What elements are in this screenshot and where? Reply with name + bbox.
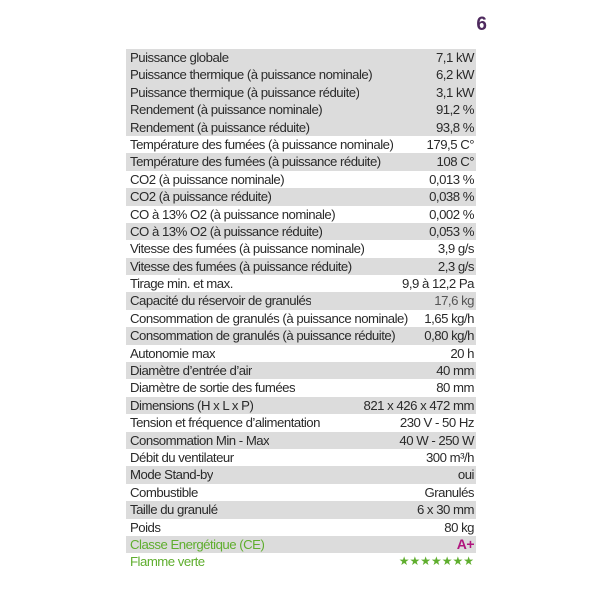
spec-value: 9,9 à 12,2 Pa	[402, 276, 474, 292]
spec-row-puissance-thermique-nominale	[126, 66, 476, 83]
energy-class-label: Classe Energétique (CE)	[130, 536, 265, 552]
spec-value: 179,5 C°	[426, 136, 474, 152]
spec-row-consommation-granules-nominale	[126, 310, 476, 327]
spec-label: Consommation Min - Max	[130, 432, 270, 448]
spec-label: Autonomie max	[130, 345, 216, 361]
spec-label: Tension et fréquence d’alimentation	[130, 415, 320, 431]
spec-label: Rendement (à puissance nominale)	[130, 102, 323, 118]
spec-row-flamme-verte	[126, 553, 476, 570]
spec-row-co-nominale	[126, 206, 476, 223]
spec-row-rendement-nominale	[126, 101, 476, 118]
spec-label: Dimensions (H x L x P)	[130, 397, 254, 413]
spec-row-classe-energetique	[126, 536, 476, 553]
spec-value: 6 x 30 mm	[416, 502, 474, 518]
spec-row-consommation-min-max	[126, 432, 476, 449]
green-flame-label: Flamme verte	[130, 554, 205, 570]
spec-label: Consommation de granulés (à puissance réduite)	[130, 328, 396, 344]
spec-label: Poids	[130, 519, 161, 535]
spec-value: 40 W - 250 W	[399, 432, 474, 448]
spec-value: 0,053 %	[429, 223, 474, 239]
spec-row-co2-nominale	[126, 171, 476, 188]
spec-value: 2,3 g/s	[437, 258, 474, 274]
spec-label: CO à 13% O2 (à puissance réduite)	[130, 223, 323, 239]
spec-value: 108 C°	[436, 154, 474, 170]
spec-label: CO2 (à puissance réduite)	[130, 189, 272, 205]
spec-value: 7,1 kW	[435, 50, 474, 65]
spec-row-temperature-fumees-reduite	[126, 153, 476, 170]
spec-value: 1,65 kg/h	[424, 310, 474, 326]
spec-row-diametre-entree-air	[126, 362, 476, 379]
spec-value: 40 mm	[436, 363, 474, 379]
spec-value: Granulés	[424, 484, 474, 500]
spec-label: Température des fumées (à puissance nominale)	[130, 136, 394, 152]
spec-value: 80 mm	[436, 380, 474, 396]
spec-label: Mode Stand-by	[130, 467, 213, 483]
spec-value: oui	[457, 467, 474, 483]
spec-label: CO à 13% O2 (à puissance nominale)	[130, 206, 336, 222]
spec-label: Débit du ventilateur	[130, 449, 234, 465]
spec-row-consommation-granules-reduite	[126, 327, 476, 344]
energy-class-value: A+	[456, 535, 474, 552]
spec-row-co2-reduite	[126, 188, 476, 205]
spec-label: Combustible	[130, 484, 198, 500]
spec-row-tirage	[126, 275, 476, 292]
spec-value: 300 m³/h	[425, 449, 474, 465]
spec-value: 17,6 kg	[434, 293, 474, 309]
spec-row-taille-granule	[126, 501, 476, 518]
spec-value: 3,9 g/s	[437, 241, 474, 257]
spec-value: 93,8 %	[435, 119, 474, 135]
specification-table	[126, 49, 476, 571]
spec-row-vitesse-fumees-reduite	[126, 258, 476, 275]
spec-label: Tirage min. et max.	[130, 276, 233, 292]
spec-row-tension-frequence	[126, 414, 476, 431]
spec-label: Puissance globale	[130, 50, 229, 65]
spec-row-diametre-sortie-fumees	[126, 379, 476, 396]
spec-row-mode-stand-by	[126, 466, 476, 483]
spec-row-vitesse-fumees-nominale	[126, 240, 476, 257]
spec-row-puissance-thermique-reduite	[126, 84, 476, 101]
spec-label: Rendement (à puissance réduite)	[130, 119, 310, 135]
spec-label: Vitesse des fumées (à puissance réduite)	[130, 258, 352, 274]
spec-label: Puissance thermique (à puissance nominale)	[130, 67, 373, 83]
spec-value: 0,002 %	[429, 206, 474, 222]
spec-value: 0,013 %	[429, 171, 474, 187]
spec-label: Taille du granulé	[130, 502, 218, 518]
spec-row-combustible	[126, 484, 476, 501]
spec-value: 20 h	[450, 345, 474, 361]
spec-value: 91,2 %	[435, 102, 474, 118]
spec-value: 0,80 kg/h	[424, 328, 474, 344]
spec-label: Diamètre de sortie des fumées	[130, 380, 296, 396]
spec-row-debit-ventilateur	[126, 449, 476, 466]
spec-label: Capacité du réservoir de granulés	[130, 293, 312, 309]
spec-label: CO2 (à puissance nominale)	[130, 171, 285, 187]
spec-value: 0,038 %	[429, 189, 474, 205]
spec-value: 3,1 kW	[435, 84, 474, 100]
spec-value: 821 x 426 x 472 mm	[363, 397, 474, 413]
spec-row-temperature-fumees-nominale	[126, 136, 476, 153]
spec-value: 80 kg	[444, 519, 474, 535]
spec-row-dimensions	[126, 397, 476, 414]
spec-row-poids	[126, 519, 476, 536]
spec-row-puissance-globale	[126, 49, 476, 66]
spec-label: Puissance thermique (à puissance réduite)	[130, 84, 360, 100]
spec-label: Température des fumées (à puissance réduite)	[130, 154, 381, 170]
spec-row-co-reduite	[126, 223, 476, 240]
spec-label: Diamètre d’entrée d’air	[130, 363, 252, 379]
star-rating-icon: ★★★★★★★	[398, 554, 474, 569]
spec-value: 230 V - 50 Hz	[399, 415, 474, 431]
page-number: 6	[476, 14, 487, 35]
spec-value: 6,2 kW	[435, 67, 474, 83]
spec-row-autonomie	[126, 345, 476, 362]
spec-row-capacite-reservoir	[126, 292, 476, 309]
spec-row-rendement-reduite	[126, 119, 476, 136]
spec-label: Consommation de granulés (à puissance nominale)	[130, 310, 408, 326]
spec-label: Vitesse des fumées (à puissance nominale)	[130, 241, 365, 257]
